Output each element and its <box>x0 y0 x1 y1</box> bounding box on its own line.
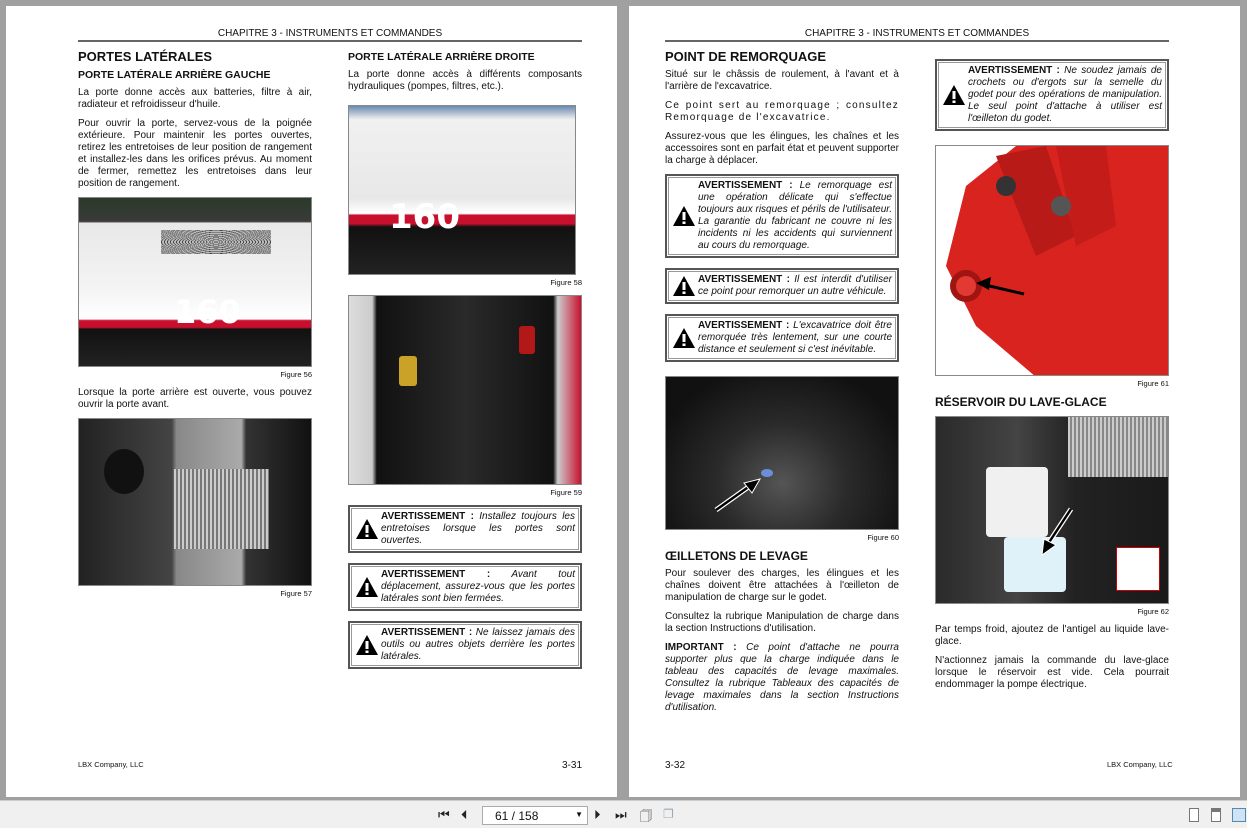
paragraph: Pour ouvrir la porte, servez-vous de la poignée extérieure. Pour maintenir les portes ouvertes, retirez les entretoises de leur position de rangement et installez-les dans les orifices prévus. Au moment de fermer, remettez les entretoises dans leur position de rangement. <box>78 118 312 189</box>
figure-62-image <box>935 416 1169 604</box>
warning-triangle-icon <box>670 205 698 227</box>
page-right <box>629 6 1240 797</box>
footer-company: LBX Company, LLC <box>78 760 144 769</box>
warning-triangle-icon <box>353 576 381 598</box>
figure-caption: Figure 58 <box>550 278 582 287</box>
paragraph: Lorsque la porte arrière est ouverte, vous pouvez ouvrir la porte avant. <box>78 387 312 410</box>
section-title: ŒILLETONS DE LEVAGE <box>665 549 808 563</box>
section-title: POINT DE REMORQUAGE <box>665 49 827 64</box>
warning-label: AVERTISSEMENT : <box>381 569 491 580</box>
section-title: RÉSERVOIR DU LAVE-GLACE <box>935 395 1107 409</box>
figure-caption: Figure 61 <box>1137 379 1169 388</box>
air-filter <box>104 449 144 494</box>
next-page-icon[interactable]: ⏵ <box>594 807 601 822</box>
warning-box <box>665 174 899 258</box>
paragraph: Pour soulever des charges, les élingues et les chaînes doivent être attachées à l'œilleton de manipulation de charge sur le godet. <box>665 568 899 603</box>
chapter-header: CHAPITRE 3 - INSTRUMENTS ET COMMANDES <box>78 28 582 42</box>
right-column-1 <box>665 51 899 721</box>
arrow-icon <box>714 477 764 513</box>
copy-page-icon[interactable]: ❐ <box>663 807 674 821</box>
figure-59-image <box>348 295 582 485</box>
figure-caption: Figure 60 <box>867 533 899 542</box>
model-decal: 160 <box>389 197 460 237</box>
page-left <box>6 6 617 797</box>
paragraph: Consultez la rubrique Manipulation de charge dans la section Instructions d'utilisation. <box>665 611 899 634</box>
warning-triangle-icon <box>670 275 698 297</box>
warning-triangle-icon <box>353 518 381 540</box>
first-page-icon[interactable]: ⏮ <box>438 807 450 822</box>
left-column-1 <box>78 51 312 606</box>
paragraph: Ce point sert au remorquage ; consultez Remorquage de l'excavatrice. <box>665 100 899 123</box>
paragraph: Situé sur le châssis de roulement, à l'avant et à l'arrière de l'excavatrice. <box>665 69 899 92</box>
warning-box <box>665 268 899 304</box>
warning-text: Installez toujours les entretoises lorsque les portes sont ouvertes. <box>381 511 575 546</box>
warning-triangle-icon <box>670 327 698 349</box>
warning-text: Ne laissez jamais des outils ou autres objets derrière les portes latérales. <box>381 627 575 662</box>
subsection-title: PORTE LATÉRALE ARRIÈRE DROITE <box>348 51 535 63</box>
rotate-page-icon[interactable]: 🗍 <box>640 809 652 823</box>
chevron-down-icon[interactable]: ▼ <box>575 810 583 819</box>
warning-triangle-icon <box>940 84 968 106</box>
filter <box>399 356 417 386</box>
page-number-value: 61 / 158 <box>495 809 539 823</box>
warning-box <box>935 59 1169 131</box>
paragraph: La porte donne accès aux batteries, filtre à air, radiateur et refroidisseur d'huile. <box>78 87 312 110</box>
figure-caption: Figure 56 <box>280 370 312 379</box>
continuous-view-icon[interactable] <box>1211 808 1221 822</box>
figure-caption: Figure 57 <box>280 589 312 598</box>
arrow-icon <box>1036 507 1076 557</box>
section-title: PORTES LATÉRALES <box>78 49 213 64</box>
warning-box <box>348 621 582 669</box>
page-number: 3-32 <box>665 760 686 771</box>
filter <box>519 326 535 354</box>
radiator <box>174 469 269 549</box>
footer-company: LBX Company, LLC <box>1107 760 1173 769</box>
paragraph: La porte donne accès à différents composants hydrauliques (pompes, filtres, etc.). <box>348 69 582 92</box>
figure-caption: Figure 59 <box>550 488 582 497</box>
pdf-toolbar <box>0 800 1247 828</box>
warning-label: AVERTISSEMENT : <box>381 627 473 638</box>
vent-grille <box>161 230 271 254</box>
paragraph: Par temps froid, ajoutez de l'antigel au liquide lave-glace. <box>935 624 1169 647</box>
chapter-header: CHAPITRE 3 - INSTRUMENTS ET COMMANDES <box>665 28 1169 42</box>
left-column-2 <box>348 51 582 679</box>
figure-56-image <box>78 197 312 367</box>
warning-text: Le remorquage est une opération délicate qui s'effectue toujours aux risques et périls de l'utilisateur. La garantie du fabricant ne couvre ni les incidents ni les accidents qui surviennent au cours du remorquage. <box>698 180 892 251</box>
warning-text: Ne soudez jamais de crochets ou d'ergots sur la semelle du godet pour des opérations de manipulation. Le seul point d'attache à utiliser est l'œilleton du godet. <box>968 65 1162 124</box>
figure-60-image <box>665 376 899 530</box>
warning-box <box>348 505 582 553</box>
warning-box <box>348 563 582 611</box>
warning-label: AVERTISSEMENT : <box>698 180 793 191</box>
important-note <box>665 642 899 714</box>
warning-label: AVERTISSEMENT : <box>698 274 790 285</box>
page-number-select[interactable] <box>482 806 588 825</box>
paragraph: Assurez-vous que les élingues, les chaînes et les accessoires sont en parfait état et peuvent supporter la charge à déplacer. <box>665 131 899 166</box>
previous-page-icon[interactable]: ⏴ <box>461 807 468 822</box>
warning-decal <box>1116 547 1160 591</box>
warning-text: Avant tout déplacement, assurez-vous que les portes latérales sont bien fermées. <box>381 569 575 604</box>
single-page-view-icon[interactable] <box>1189 808 1199 822</box>
warning-label: AVERTISSEMENT : <box>381 511 474 522</box>
paragraph: N'actionnez jamais la commande du lave-glace lorsque le réservoir est vide. Cela pourrait endommager la pompe électrique. <box>935 655 1169 690</box>
warning-triangle-icon <box>353 634 381 656</box>
radiator <box>1068 417 1168 477</box>
warning-label: AVERTISSEMENT : <box>698 320 790 331</box>
right-column-2 <box>935 59 1169 698</box>
subsection-title: PORTE LATÉRALE ARRIÈRE GAUCHE <box>78 69 271 81</box>
figure-58-image <box>348 105 576 275</box>
figure-57-image <box>78 418 312 586</box>
model-decal: 160 <box>174 293 241 331</box>
warning-text: L'excavatrice doit être remorquée très lentement, sur une courte distance et seulement si c'est inévitable. <box>698 320 892 355</box>
figure-caption: Figure 62 <box>1137 607 1169 616</box>
warning-text: Il est interdit d'utiliser ce point pour remorquer un autre véhicule. <box>698 274 892 297</box>
page-number: 3-31 <box>562 760 583 771</box>
warning-box <box>665 314 899 362</box>
bucket-photo <box>936 146 1169 376</box>
figure-61-image <box>935 145 1169 376</box>
tow-point <box>761 469 773 477</box>
two-page-view-icon[interactable] <box>1232 808 1246 822</box>
warning-label: AVERTISSEMENT : <box>968 65 1060 76</box>
last-page-icon[interactable]: ⏭ <box>615 807 627 822</box>
important-label: IMPORTANT : <box>665 642 737 653</box>
important-text: Ce point d'attache ne pourra supporter plus que la charge indiquée dans le tableau des capacités de levage maximales. Consultez la rubrique Tableaux des capacités de levage maximales dans la section Instructions d'utilisation. <box>665 642 899 713</box>
